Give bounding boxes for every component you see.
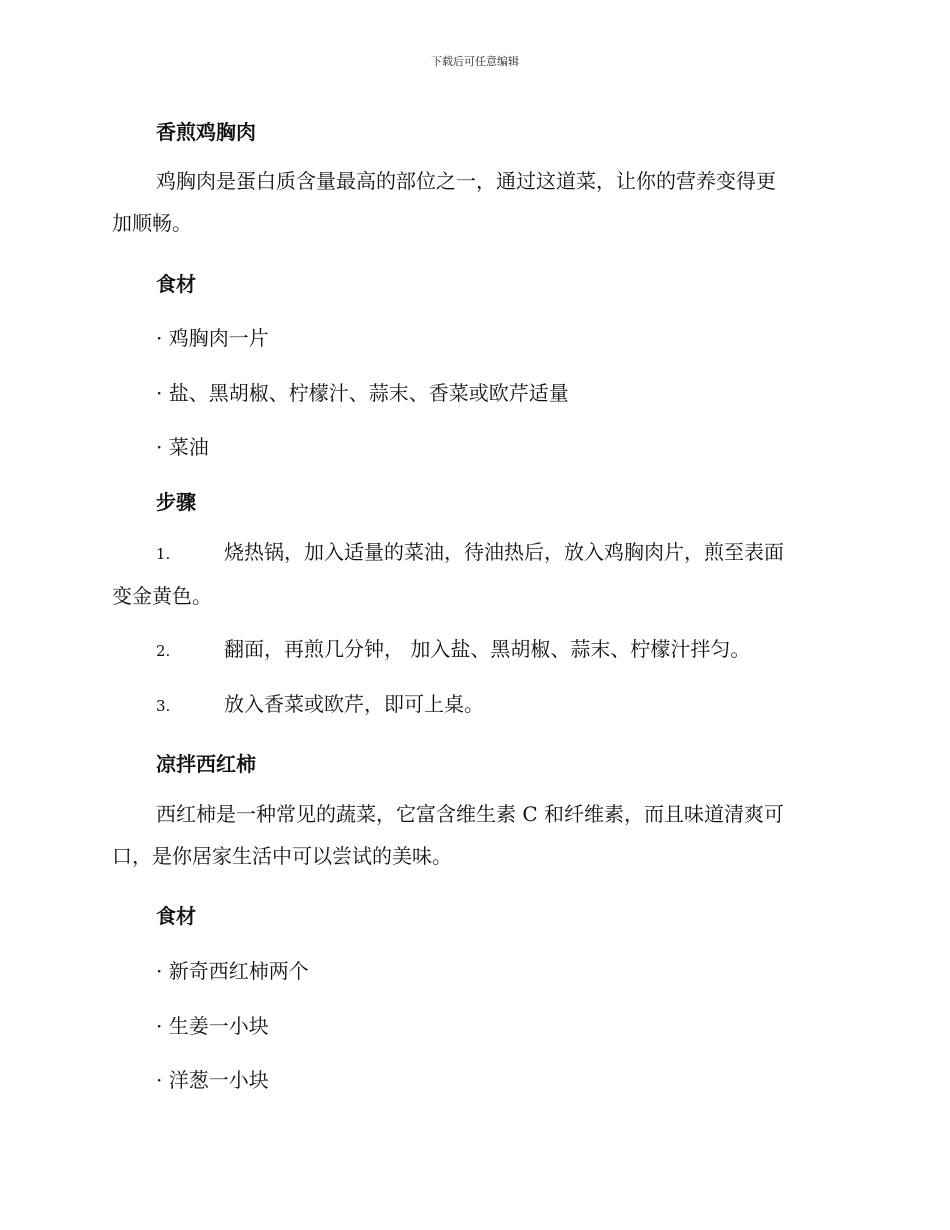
intro-line: 加顺畅。: [112, 211, 192, 235]
intro-line: 口，是你居家生活中可以尝试的美味。: [112, 844, 452, 868]
step-number: 1.: [156, 545, 171, 563]
step-item: [112, 531, 837, 617]
recipe-intro: [112, 160, 837, 244]
ingredient-item: · 盐、黑胡椒、柠檬汁、蒜末、香菜或欧芹适量: [156, 381, 569, 405]
step-item: [112, 628, 837, 672]
recipe-title: 香煎鸡胸肉: [156, 120, 256, 144]
ingredient-item: · 菜油: [156, 435, 209, 459]
steps-heading: 步骤: [156, 490, 196, 514]
step-item: [112, 683, 837, 727]
ingredient-item: · 新奇西红柿两个: [156, 959, 309, 983]
intro-line: 西红柿是一种常见的蔬菜，它富含维生素 C 和纤维素，而且味道清爽可: [156, 802, 785, 826]
step-text: 烧热锅，加入适量的菜油，待油热后，放入鸡胸肉片，煎至表面: [224, 540, 784, 564]
recipe-title: 凉拌西红柿: [156, 752, 256, 776]
step-text: 变金黄色。: [112, 584, 212, 608]
ingredients-heading: 食材: [156, 904, 196, 928]
step-number: 2.: [156, 642, 171, 660]
step-text: 翻面，再煎几分钟， 加入盐、黑胡椒、蒜末、柠檬汁拌匀。: [224, 637, 751, 661]
recipe-intro: [112, 793, 837, 877]
ingredient-item: · 洋葱一小块: [156, 1068, 269, 1092]
ingredient-item: · 鸡胸肉一片: [156, 326, 269, 350]
page-header-note: 下载后可任意编辑: [431, 55, 519, 68]
step-text: 放入香菜或欧芹，即可上桌。: [224, 692, 484, 716]
intro-line: 鸡胸肉是蛋白质含量最高的部位之一，通过这道菜，让你的营养变得更: [156, 169, 776, 193]
ingredient-item: · 生姜一小块: [156, 1014, 269, 1038]
step-number: 3.: [156, 697, 171, 715]
ingredients-heading: 食材: [156, 272, 196, 296]
